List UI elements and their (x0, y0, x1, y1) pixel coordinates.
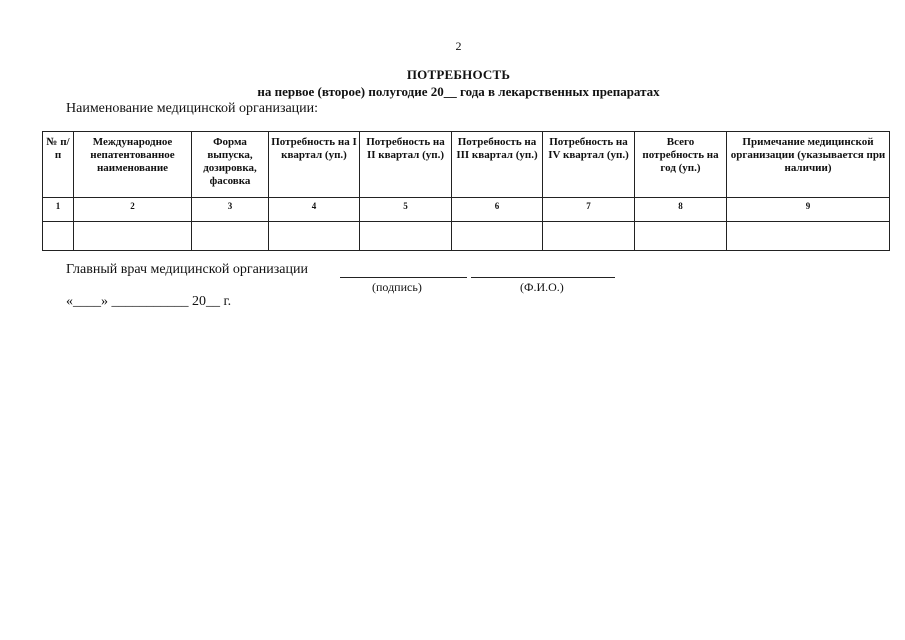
empty-cell[interactable] (543, 222, 635, 251)
header-q4: Потребность на IV квартал (уп.) (543, 132, 635, 198)
name-caption: (Ф.И.О.) (520, 280, 564, 294)
header-q1: Потребность на I квартал (уп.) (269, 132, 360, 198)
name-line[interactable] (471, 277, 615, 278)
column-number: 4 (269, 198, 360, 222)
column-number-row (43, 198, 890, 222)
table-header-row (43, 132, 890, 198)
column-number: 2 (74, 198, 192, 222)
column-number: 9 (727, 198, 890, 222)
column-number: 8 (635, 198, 727, 222)
header-note: Примечание медицинской организации (указывается при наличии) (727, 132, 890, 198)
header-year-total: Всего потребность на год (уп.) (635, 132, 727, 198)
empty-cell[interactable] (635, 222, 727, 251)
column-number: 3 (192, 198, 269, 222)
header-q3: Потребность на III квартал (уп.) (452, 132, 543, 198)
header-q2: Потребность на II квартал (уп.) (360, 132, 452, 198)
signature-caption: (подпись) (372, 280, 422, 294)
empty-cell[interactable] (74, 222, 192, 251)
empty-cell[interactable] (43, 222, 74, 251)
column-number: 7 (543, 198, 635, 222)
empty-cell[interactable] (452, 222, 543, 251)
empty-cell[interactable] (192, 222, 269, 251)
empty-cell[interactable] (360, 222, 452, 251)
needs-table (42, 131, 890, 251)
date-line: «____» ___________ 20__ г. (66, 294, 232, 309)
document-title: ПОТРЕБНОСТЬ (406, 67, 511, 82)
signature-label: Главный врач медицинской организации (66, 262, 308, 277)
header-form: Форма выпуска, дозировка, фасовка (192, 132, 269, 198)
document-subtitle: на первое (второе) полугодие 20__ года в лекарственных препаратах (257, 84, 660, 99)
column-number: 1 (43, 198, 74, 222)
table-row (43, 222, 890, 251)
empty-cell[interactable] (269, 222, 360, 251)
page-number: 2 (455, 39, 462, 53)
header-row-number: № п/п (43, 132, 74, 198)
empty-cell[interactable] (727, 222, 890, 251)
header-inn: Международное непатентованное наименование (74, 132, 192, 198)
column-number: 5 (360, 198, 452, 222)
org-name-label: Наименование медицинской организации: (66, 101, 319, 116)
column-number: 6 (452, 198, 543, 222)
signature-line[interactable] (340, 277, 467, 278)
